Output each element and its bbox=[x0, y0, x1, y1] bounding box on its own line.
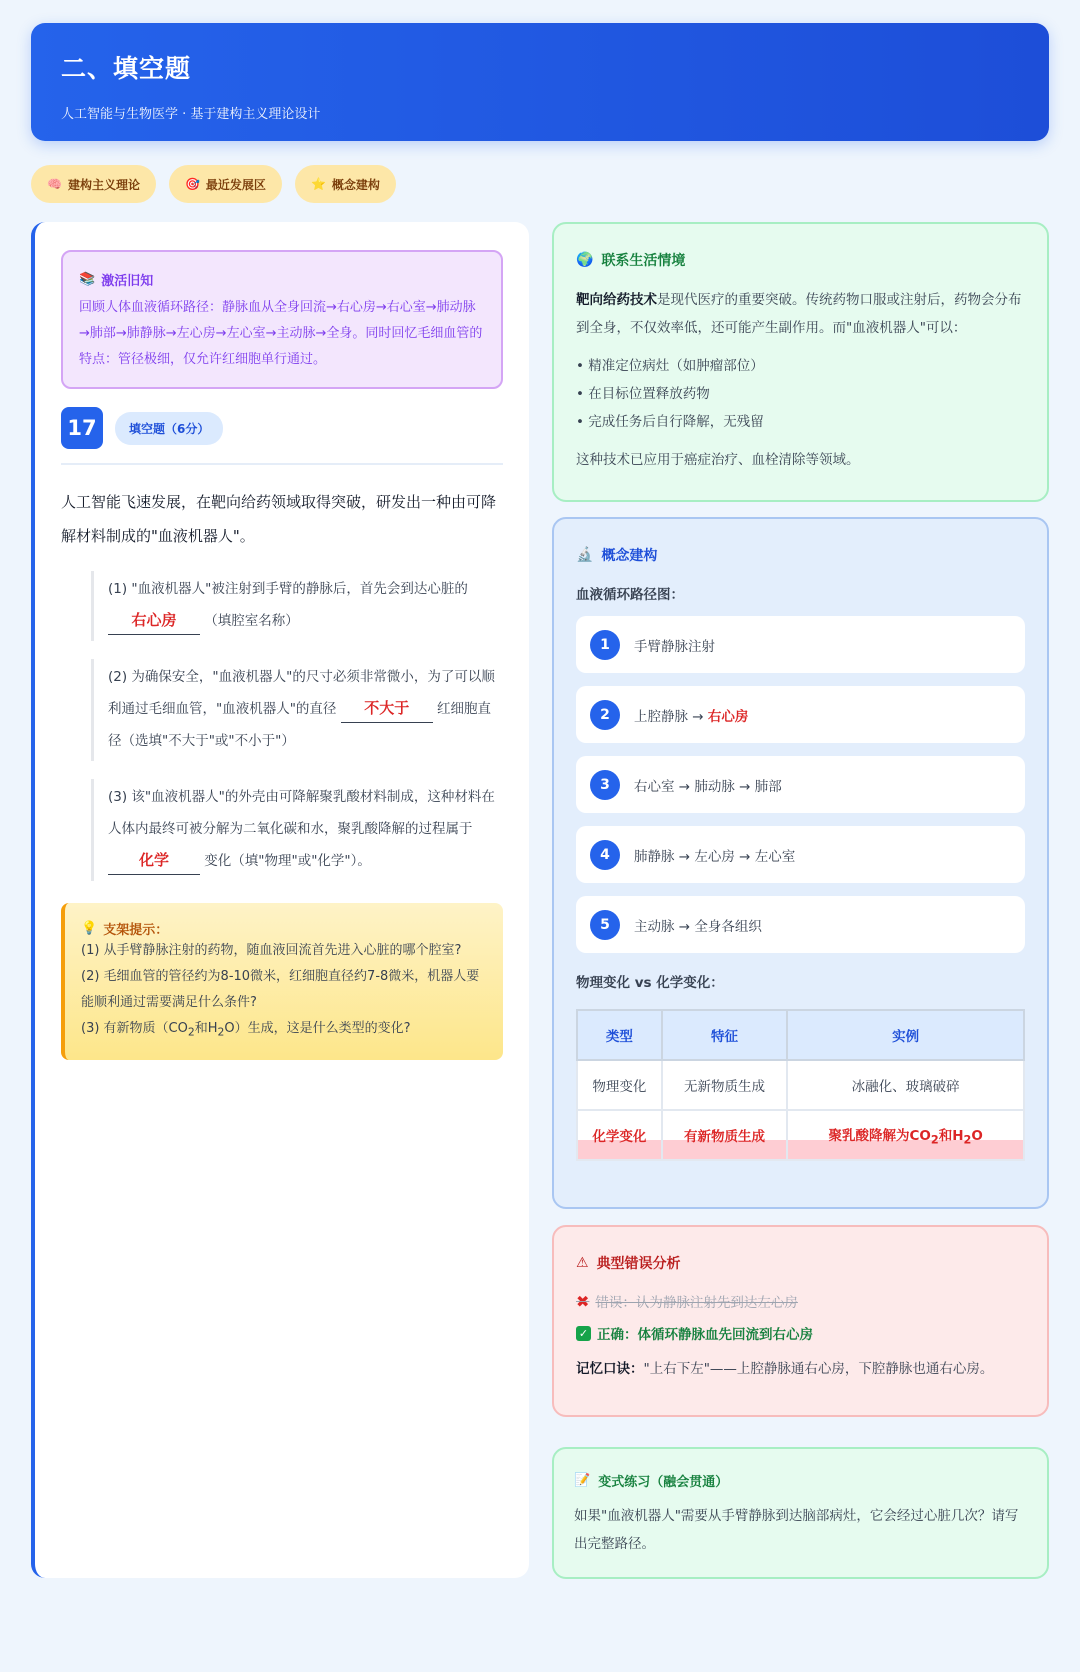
table-header: 实例 bbox=[787, 1010, 1024, 1060]
question-header bbox=[61, 407, 503, 465]
path-step: 3 右心室 → 肺动脉 → 肺部 bbox=[576, 756, 1025, 813]
page-title: 二、填空题 bbox=[61, 54, 192, 83]
sub1-text: (1) "血液机器人"被注射到手臂的静脉后，首先会到达心脏的 bbox=[108, 581, 468, 597]
globe-icon: 🌍 bbox=[576, 252, 594, 268]
sub1-post: （填腔室名称） bbox=[204, 613, 299, 629]
correct-statement: ✓ 正确：体循环静脉血先回流到右心房 bbox=[576, 1323, 1025, 1343]
tag-label: 概念建构 bbox=[331, 177, 380, 192]
sub2-post: 红细胞直径（选填"不大于"或"不小于"） bbox=[108, 701, 492, 749]
tag-constructivism[interactable] bbox=[31, 165, 156, 203]
path-title: 血液循环路径图： bbox=[576, 587, 684, 603]
list-item: • 在目标位置释放药物 bbox=[576, 386, 710, 402]
hint-line-2: (2) 毛细血管的管径约为8-10微米，红细胞直径约7-8微米，机器人要能顺利通过需要满足什么条件? bbox=[81, 969, 480, 1010]
question-type-badge: 填空题（6分） bbox=[115, 412, 223, 445]
life-footer: 这种技术已应用于癌症治疗、血栓清除等领域。 bbox=[576, 452, 860, 468]
table-row: 化学变化 有新物质生成 聚乳酸降解为$CO_2$和$H_2O$ bbox=[577, 1110, 1024, 1160]
table-header: 类型 bbox=[577, 1010, 662, 1060]
answer-blank-3[interactable]: 化学 bbox=[108, 846, 200, 875]
tag-list bbox=[31, 165, 396, 203]
variant-title: 变式练习（融会贯通） bbox=[598, 1475, 729, 1490]
memory-tip: 记忆口诀："上右下左"——上腔静脉通右心房，下腔静脉也通右心房。 bbox=[576, 1361, 994, 1377]
error-analysis-card bbox=[552, 1225, 1049, 1417]
question-panel bbox=[31, 222, 529, 1578]
hint-title: 支架提示： bbox=[103, 923, 169, 938]
tag-label: 建构主义理论 bbox=[67, 177, 140, 192]
list-item: • 精准定位病灶（如肿瘤部位） bbox=[576, 358, 764, 374]
tag-concept[interactable] bbox=[295, 165, 396, 203]
table-header: 特征 bbox=[662, 1010, 788, 1060]
wrong-statement: ✖ 错误：认为静脉注射先到达左心房 bbox=[576, 1291, 798, 1311]
page-header bbox=[31, 23, 1049, 141]
table-row: 物理变化 无新物质生成 冰融化、玻璃破碎 bbox=[577, 1060, 1024, 1110]
cross-icon: ✖ bbox=[576, 1291, 590, 1311]
activate-text: 回顾人体血液循环路径：静脉血从全身回流→右心房→右心室→肺动脉→肺部→肺静脉→左心房→左心室→主动脉→全身。同时回忆毛细血管的特点：管径极细，仅允许红细胞单行通过。 bbox=[79, 300, 483, 367]
answer-blank-1[interactable]: 右心房 bbox=[108, 606, 200, 635]
warning-icon: ⚠ bbox=[576, 1255, 589, 1271]
question-number: 17 bbox=[61, 407, 103, 449]
microscope-icon: 🔬 bbox=[576, 547, 594, 563]
check-icon: ✓ bbox=[576, 1326, 591, 1341]
tag-zpd[interactable] bbox=[169, 165, 282, 203]
path-step: 5 主动脉 → 全身各组织 bbox=[576, 896, 1025, 953]
tag-label: 最近发展区 bbox=[205, 177, 266, 192]
life-text: 靶向给药技术是现代医疗的重要突破。传统药物口服或注射后，药物会分布到全身，不仅效率低，还可能产生副作用。而"血液机器人"可以： bbox=[576, 292, 1022, 336]
books-icon: 📚 bbox=[79, 272, 96, 287]
life-context-card bbox=[552, 222, 1049, 502]
sub3-post: 变化（填"物理"或"化学"）。 bbox=[204, 853, 371, 869]
concept-title: 概念建构 bbox=[601, 548, 658, 564]
star-icon: ⭐ bbox=[310, 177, 326, 191]
brain-icon: 🧠 bbox=[47, 177, 62, 191]
lightbulb-icon: 💡 bbox=[81, 921, 98, 936]
activate-box bbox=[61, 250, 503, 389]
sub-question-3 bbox=[91, 779, 503, 881]
sub-question-2 bbox=[91, 659, 503, 761]
sub2-text: (2) 为确保安全，"血液机器人"的尺寸必须非常微小，为了可以顺利通过毛细血管，"血液机器人"的直径 bbox=[108, 669, 495, 717]
path-step: 4 肺静脉 → 左心房 → 左心室 bbox=[576, 826, 1025, 883]
sub-question-1 bbox=[91, 571, 503, 641]
life-bullets bbox=[576, 352, 1025, 436]
question-stem: 人工智能飞速发展，在靶向给药领域取得突破，研发出一种由可降解材料制成的"血液机器人"。 bbox=[61, 493, 497, 545]
hint-box bbox=[61, 903, 503, 1060]
answer-blank-2[interactable]: 不大于 bbox=[341, 694, 433, 723]
compare-title: 物理变化 vs 化学变化： bbox=[576, 975, 724, 991]
list-item: • 完成任务后自行降解，无残留 bbox=[576, 414, 764, 430]
compare-table bbox=[576, 1009, 1025, 1161]
hint-line-3: (3) 有新物质（$CO_2$和$H_2O$）生成，这是什么类型的变化? bbox=[81, 1021, 411, 1039]
path-step: 1 手臂静脉注射 bbox=[576, 616, 1025, 673]
hint-line-1: (1) 从手臂静脉注射的药物，随血液回流首先进入心脏的哪个腔室? bbox=[81, 943, 462, 958]
target-icon: 🎯 bbox=[184, 177, 200, 191]
life-title: 联系生活情境 bbox=[601, 253, 686, 269]
error-title: 典型错误分析 bbox=[596, 1256, 681, 1272]
concept-card bbox=[552, 517, 1049, 1209]
page-subtitle: 人工智能与生物医学 · 基于建构主义理论设计 bbox=[61, 107, 321, 122]
variant-practice-card bbox=[552, 1447, 1049, 1579]
activate-title: 激活旧知 bbox=[101, 274, 154, 289]
variant-text: 如果"血液机器人"需要从手臂静脉到达脑部病灶，它会经过心脏几次？请写出完整路径。 bbox=[574, 1508, 1019, 1552]
path-step: 2 上腔静脉 → 右心房 bbox=[576, 686, 1025, 743]
sub3-text: (3) 该"血液机器人"的外壳由可降解聚乳酸材料制成，这种材料在人体内最终可被分解为二氧化碳和水，聚乳酸降解的过程属于 bbox=[108, 789, 495, 837]
memo-icon: 📝 bbox=[574, 1473, 591, 1488]
